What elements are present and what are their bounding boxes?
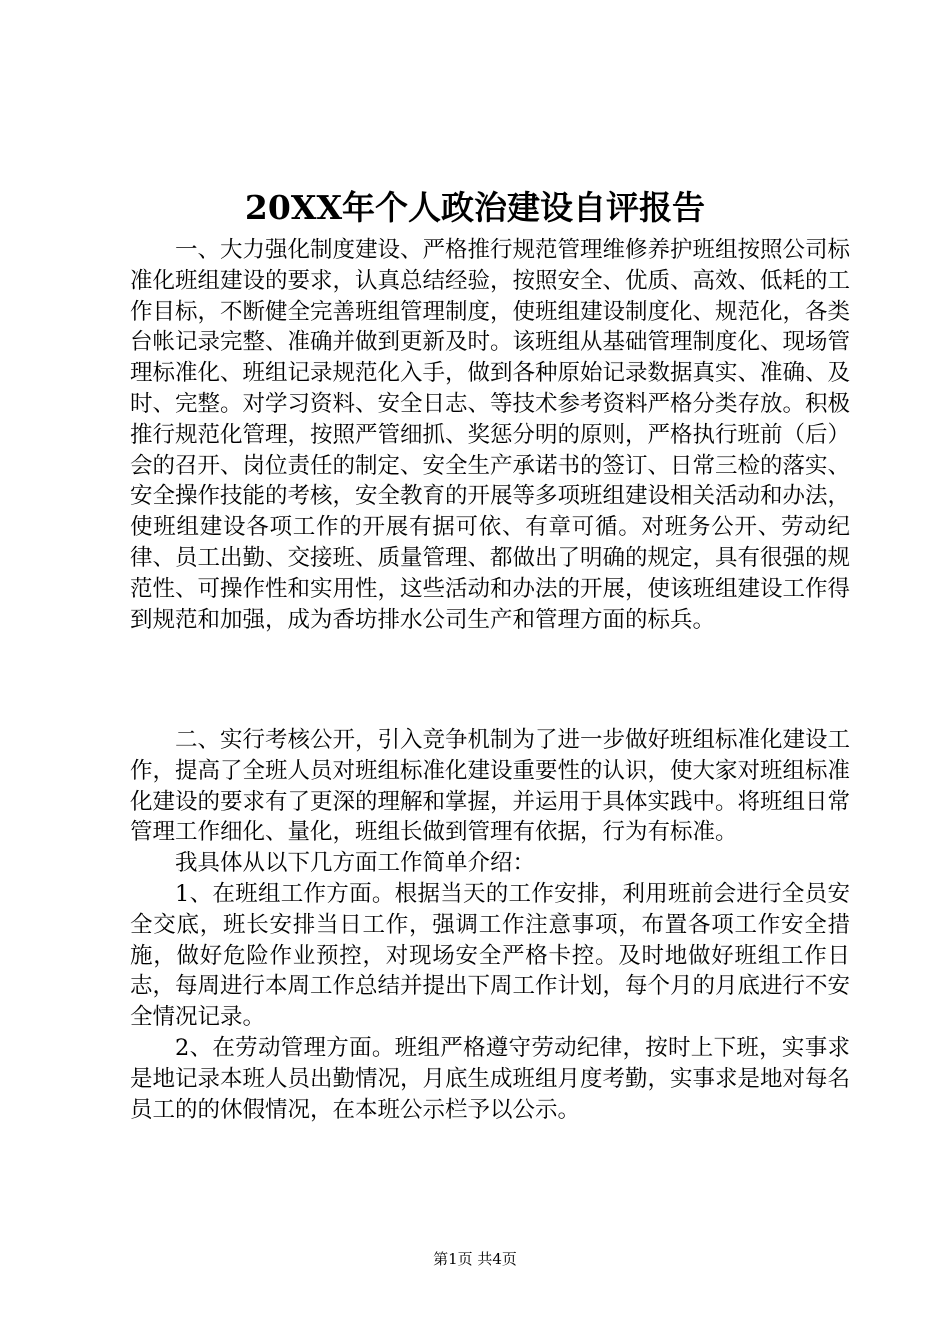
paragraph-2: 二、实行考核公开，引入竞争机制为了进一步做好班组标准化建设工作，提高了全班人员对班组标准化建设重要性的认识，使大家对班组标准化建设的要求有了更深的理解和掌握，并运用于具体实践中。将班组日常管理工作细化、量化，班组长做到管理有依据，行为有标准。 (130, 727, 851, 846)
page-number-footer: 第1页 共4页 (433, 1250, 517, 1268)
paragraph-3: 我具体从以下几方面工作简单介绍： (175, 850, 536, 877)
document-title: 20XX年个人政治建设自评报告 (244, 188, 706, 227)
paragraph-1: 一、大力强化制度建设、严格推行规范管理维修养护班组按照公司标准化班组建设的要求，认真总结经验，按照安全、优质、高效、低耗的工作目标，不断健全完善班组管理制度，使班组建设制度化、规范化，各类台帐记录完整、准确并做到更新及时。该班组从基础管理制度化、现场管理标准化、班组记录规范化入手，做到各种原始记录数据真实、准确、及时、完整。对学习资料、安全日志、等技术参考资料严格分类存放。积极推行规范化管理，按照严管细抓、奖惩分明的原则，严格执行班前（后）会的召开、岗位责任的制定、安全生产承诺书的签订、日常三检的落实、安全操作技能的考核，安全教育的开展等多项班组建设相关活动和办法，使班组建设各项工作的开展有据可依、有章可循。对班务公开、劳动纪律、员工出勤、交接班、质量管理、都做出了明确的规定，具有很强的规范性、可操作性和实用性，这些活动和办法的开展，使该班组建设工作得到规范和加强，成为香坊排水公司生产和管理方面的标兵。 (130, 237, 851, 633)
paragraph-4: 1、在班组工作方面。根据当天的工作安排，利用班前会进行全员安全交底，班长安排当日工作，强调工作注意事项，布置各项工作安全措施，做好危险作业预控，对现场安全严格卡控。及时地做好班组工作日志，每周进行本周工作总结并提出下周工作计划，每个月的月底进行不安全情况记录。 (130, 880, 851, 1031)
paragraph-5: 2、在劳动管理方面。班组严格遵守劳动纪律，按时上下班，实事求是地记录本班人员出勤情况，月底生成班组月度考勤，实事求是地对每名员工的的休假情况，在本班公示栏予以公示。 (130, 1034, 851, 1123)
section-two (130, 725, 850, 1125)
section-one (130, 235, 850, 635)
